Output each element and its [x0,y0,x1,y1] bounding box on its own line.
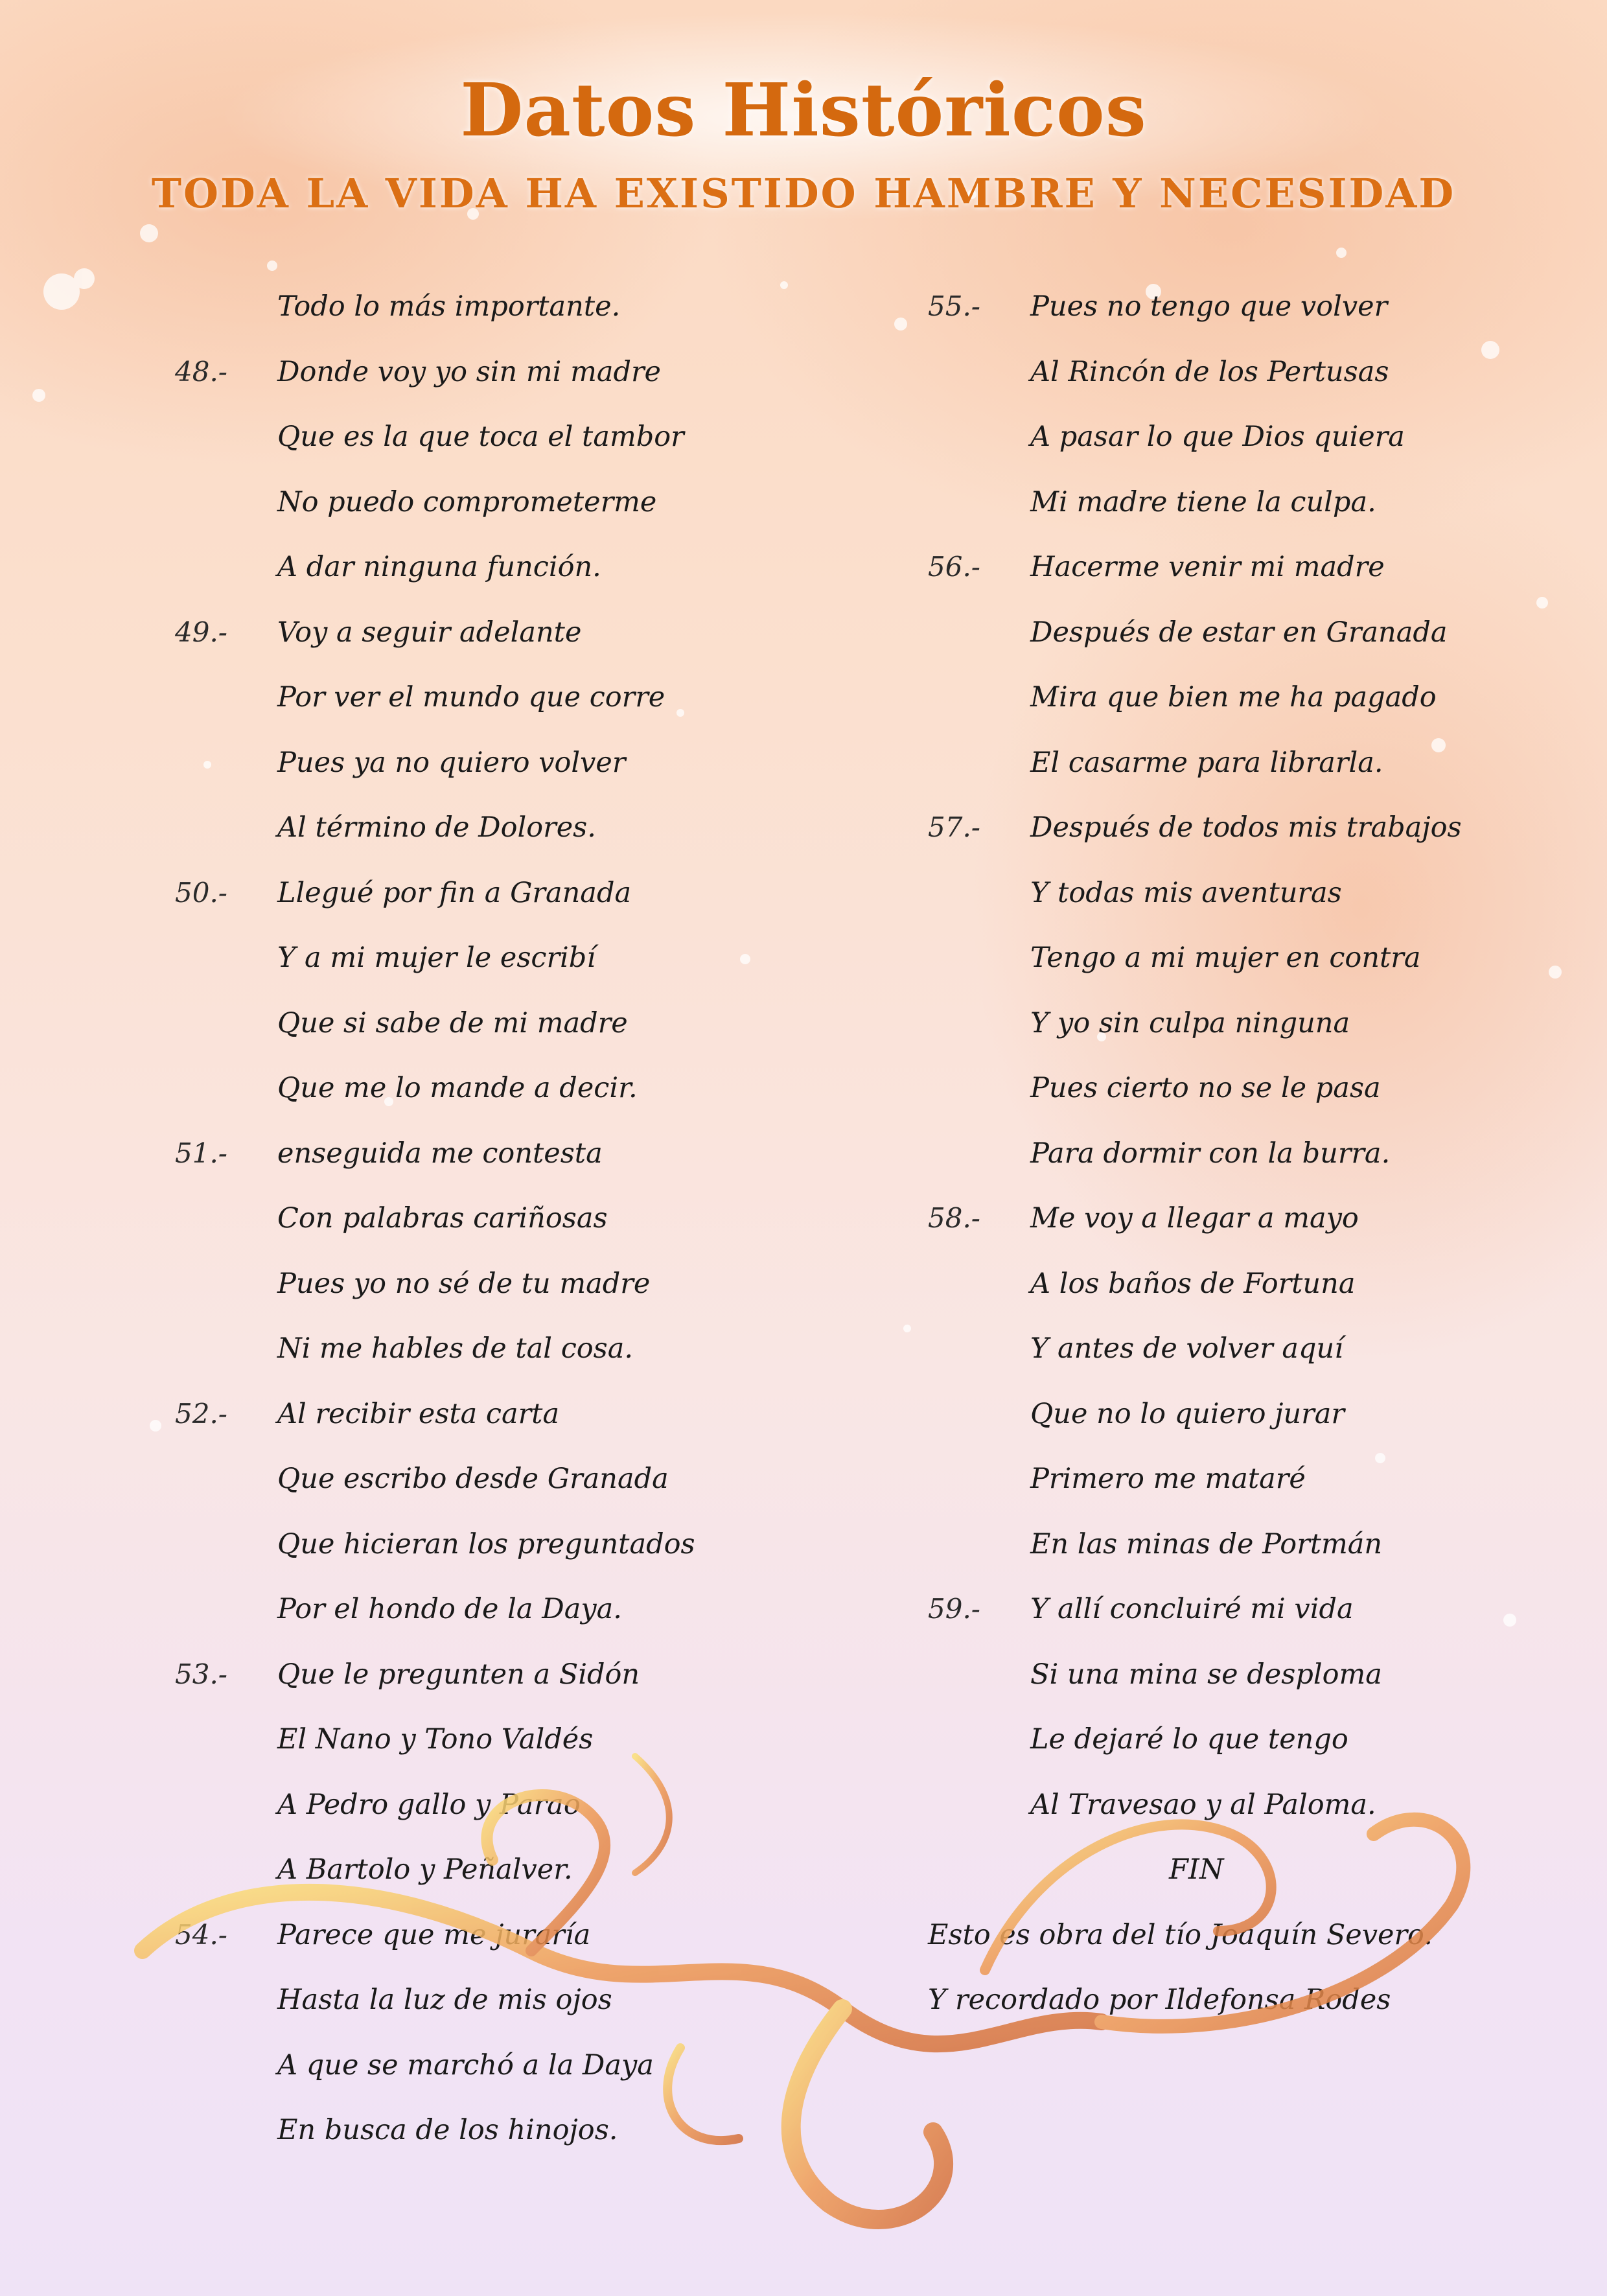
stanza-number: 54.- [175,1918,227,1951]
credit-text: Y recordado por Ildefonsa Rodes [928,1984,1391,2016]
verse-line [175,1137,849,1203]
verse-text: Después de estar en Granada [1030,616,1448,649]
verse-text: Y antes de volver aquí [1030,1332,1343,1365]
verse-text: Pues ya no quiero volver [277,746,626,779]
verse-text: Hacerme venir mi madre [1030,551,1385,583]
verse-line [928,811,1576,877]
verse-line [928,290,1576,356]
stanza-number: 48.- [175,355,227,388]
verse-line [928,1658,1576,1724]
stanza-number: 57.- [928,811,980,843]
verse-text: Todo lo más importante. [277,290,621,323]
verse-text: Me voy a llegar a mayo [1030,1202,1359,1235]
verse-line [928,1593,1576,1658]
verse-line [928,747,1576,812]
verse-line [928,1398,1576,1463]
verse-line [175,747,849,812]
verse-text: Que hicieran los preguntados [277,1527,695,1560]
verse-text: El Nano y Tono Valdés [277,1723,594,1756]
verse-text: Que si sabe de mi madre [277,1006,628,1039]
stanza-number: 52.- [175,1397,227,1430]
verse-text: Por el hondo de la Daya. [277,1593,622,1625]
verse-line [175,1332,849,1398]
verse-text: No puedo comprometerme [277,485,657,518]
stanza-number: 49.- [175,616,227,648]
verse-text: Pues yo no sé de tu madre [277,1267,651,1300]
verse-text: Por ver el mundo que corre [277,681,665,713]
verse-text: Al recibir esta carta [277,1397,560,1430]
verse-text: Donde voy yo sin mi madre [277,355,662,388]
verse-line [175,1072,849,1137]
stanza-number: 56.- [928,551,980,583]
verse-text: A dar ninguna función. [277,551,601,583]
verse-text: Con palabras cariñosas [277,1202,608,1235]
verse-line [175,1593,849,1658]
verse-text: Pues cierto no se le pasa [1030,1072,1381,1104]
verse-text: En busca de los hinojos. [277,2114,618,2146]
verse-text: A los baños de Fortuna [1030,1267,1356,1300]
verse-text: El casarme para librarla. [1030,746,1383,779]
verse-line [928,942,1576,1007]
verse-line [928,1332,1576,1398]
verse-text: Voy a seguir adelante [277,616,582,649]
verse-line [175,1202,849,1268]
verse-line [175,1658,849,1724]
verse-line [928,877,1576,942]
verse-text: Que no lo quiero jurar [1030,1397,1345,1430]
verse-text: A que se marchó a la Daya [277,2048,654,2081]
verse-line [928,1528,1576,1594]
verse-line [175,421,849,486]
verse-line [928,551,1576,616]
verse-line [175,551,849,616]
verse-line [175,616,849,682]
verse-text: Primero me mataré [1030,1463,1306,1495]
verse-text: Pues no tengo que volver [1030,290,1388,323]
verse-text: Para dormir con la burra. [1030,1137,1391,1170]
verse-text: A Bartolo y Peñalver. [277,1853,573,1886]
verse-line [928,356,1576,421]
page-subtitle: TODA LA VIDA HA EXISTIDO HAMBRE Y NECESIDAD [151,170,1456,217]
stanza-number: 50.- [175,876,227,909]
verse-line [175,486,849,551]
verse-text: Ni me hables de tal cosa. [277,1332,634,1365]
verse-text: En las minas de Portmán [1030,1527,1383,1560]
verse-text: A Pedro gallo y Parao [277,1788,581,1821]
verse-line [175,1463,849,1528]
verse-line [928,1072,1576,1137]
verse-line [175,811,849,877]
verse-text: Mira que bien me ha pagado [1030,681,1437,713]
verse-text: Que le pregunten a Sidón [277,1658,640,1691]
verse-line [928,1202,1576,1268]
verse-line [175,1528,849,1594]
stanza-number: 53.- [175,1658,227,1690]
verse-text: Que me lo mande a decir. [277,1072,638,1104]
verse-line [928,486,1576,551]
verse-line [928,616,1576,682]
verse-text: enseguida me contesta [277,1137,603,1170]
verse-line [928,1463,1576,1528]
verse-text: Mi madre tiene la culpa. [1030,485,1376,518]
verse-line [928,681,1576,747]
verse-line [175,356,849,421]
verse-text: Y yo sin culpa ninguna [1030,1006,1350,1039]
verse-text: A pasar lo que Dios quiera [1030,421,1405,453]
verse-line [175,1398,849,1463]
credit-text: Esto es obra del tío Joaquín Severo. [928,1918,1433,1951]
verse-text: Al Rincón de los Pertusas [1030,355,1389,388]
verse-line [175,1007,849,1073]
verse-line [175,290,849,356]
verse-line [175,1268,849,1333]
verse-text: Al término de Dolores. [277,811,596,844]
verse-text: Después de todos mis trabajos [1030,811,1462,844]
fin-text: FIN [1169,1853,1224,1886]
verse-text: Le dejaré lo que tengo [1030,1723,1348,1756]
verse-text: Parece que me juraría [277,1918,591,1951]
verse-line [928,421,1576,486]
stanza-number: 59.- [928,1593,980,1625]
verse-text: Llegué por fin a Granada [277,876,632,909]
verse-line [175,877,849,942]
stanza-number: 51.- [175,1137,227,1169]
verse-text: Hasta la luz de mis ojos [277,1984,612,2016]
decorative-swirl-ornament [0,1737,1607,2296]
verse-line [928,1268,1576,1333]
verse-text: Y allí concluiré mi vida [1030,1593,1354,1625]
verse-text: Que escribo desde Granada [277,1463,669,1495]
verse-line [928,1137,1576,1203]
verse-text: Que es la que toca el tambor [277,421,684,453]
verse-line [928,1007,1576,1073]
page-title: Datos Históricos [460,68,1147,153]
verse-text: Y todas mis aventuras [1030,876,1342,909]
stanza-number: 58.- [928,1202,980,1234]
verse-text: Al Travesao y al Paloma. [1030,1788,1376,1821]
verse-text: Y a mi mujer le escribí [277,942,596,974]
stanza-number: 55.- [928,290,980,322]
verse-line [175,942,849,1007]
verse-text: Tengo a mi mujer en contra [1030,942,1421,974]
verse-text: Si una mina se desploma [1030,1658,1382,1691]
verse-line [175,681,849,747]
